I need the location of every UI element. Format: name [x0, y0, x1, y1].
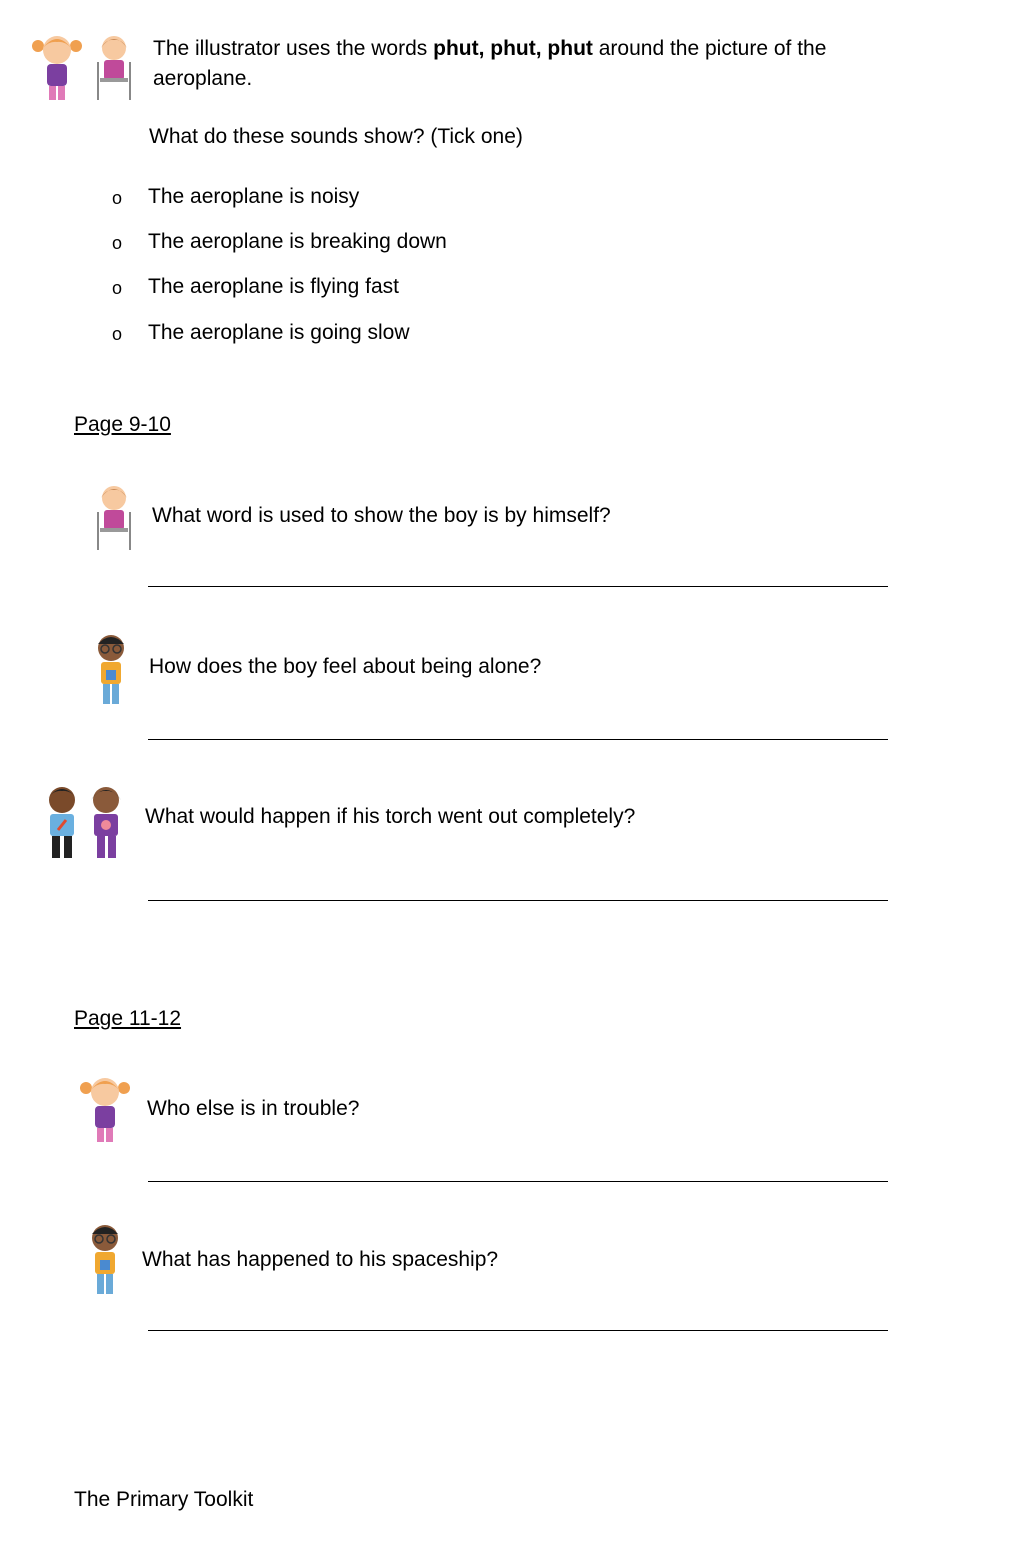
answer-line[interactable]	[148, 739, 888, 740]
option-item[interactable]	[112, 276, 122, 300]
option-label: The aeroplane is breaking down	[148, 230, 447, 253]
question-text: What has happened to his spaceship?	[142, 1248, 499, 1271]
option-item[interactable]	[112, 322, 122, 346]
section-heading: Page 11-12	[74, 1007, 182, 1030]
section-heading: Page 9-10	[74, 413, 171, 436]
boy-rocket-icon	[42, 784, 82, 862]
option-item[interactable]	[112, 186, 122, 210]
boy-glasses-icon	[86, 1222, 124, 1298]
girl-character-icon	[30, 32, 84, 104]
option-label: The aeroplane is going slow	[148, 321, 410, 344]
question-text: Who else is in trouble?	[147, 1097, 360, 1120]
question-text: What word is used to show the boy is by himself?	[152, 504, 611, 527]
answer-line[interactable]	[148, 900, 888, 901]
radio-bullet-icon[interactable]: o	[112, 233, 123, 253]
answer-line[interactable]	[148, 1330, 888, 1331]
question-text: How does the boy feel about being alone?	[149, 655, 542, 678]
radio-bullet-icon[interactable]: o	[112, 324, 123, 344]
radio-bullet-icon[interactable]: o	[112, 278, 123, 298]
footer-text: The Primary Toolkit	[74, 1488, 254, 1511]
intro-text: The illustrator uses the words phut, phut, phut around the picture of the aeroplane.	[153, 37, 827, 90]
option-item[interactable]	[112, 231, 122, 255]
tick-prompt: What do these sounds show? (Tick one)	[149, 125, 523, 148]
answer-line[interactable]	[148, 1181, 888, 1182]
option-label: The aeroplane is noisy	[148, 185, 360, 208]
option-label: The aeroplane is flying fast	[148, 275, 399, 298]
girl-wheelchair-icon	[92, 32, 136, 102]
answer-line[interactable]	[148, 586, 888, 587]
girl-planet-icon	[84, 784, 128, 862]
girl-wheelchair-icon	[92, 482, 136, 552]
girl-character-icon	[78, 1074, 132, 1146]
question-text: What would happen if his torch went out completely?	[145, 805, 636, 828]
boy-glasses-icon	[92, 632, 130, 708]
radio-bullet-icon[interactable]: o	[112, 188, 123, 208]
